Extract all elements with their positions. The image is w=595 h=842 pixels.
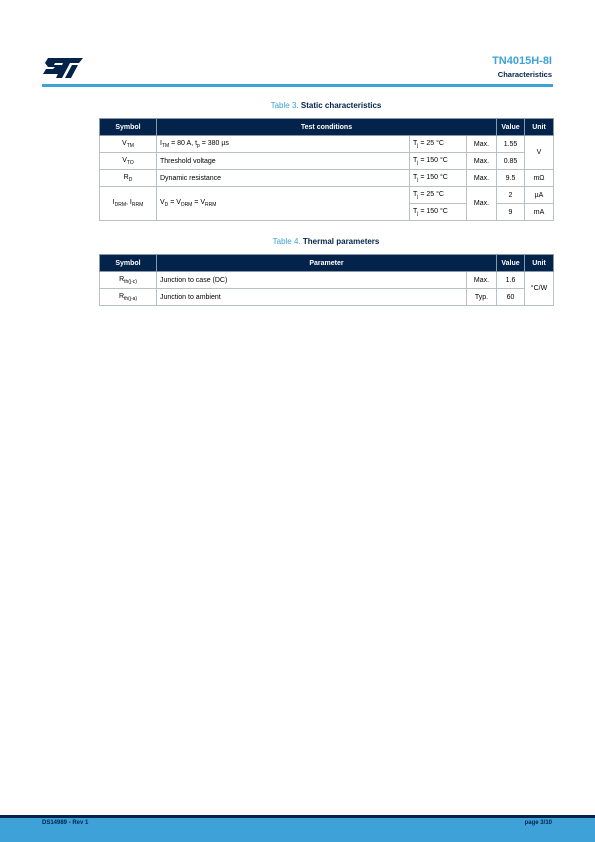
condition-cell: Dynamic resistance <box>157 170 410 187</box>
unit-cell: °C/W <box>525 272 554 306</box>
value-cell: 1.6 <box>497 272 525 289</box>
table-header-row <box>100 119 554 136</box>
unit-cell: µA <box>525 187 554 204</box>
table-row <box>100 187 554 204</box>
symbol-cell: $R_D$ <box>100 170 157 187</box>
st-logo-icon <box>42 57 84 79</box>
condition-cell: $I_{TM} = 80$ A, $t_p = 380$ µs <box>157 136 410 153</box>
header-symbol: Symbol <box>100 119 157 136</box>
table-row <box>100 153 554 170</box>
table-row <box>100 272 554 289</box>
value-cell: 9 <box>497 204 525 221</box>
unit-cell: mA <box>525 204 554 221</box>
unit-cell: mΩ <box>525 170 554 187</box>
symbol-cell: $R_{th(j-a)}$ <box>100 289 157 306</box>
table4-caption-label: Table 4. <box>272 237 301 246</box>
symbol-cell: $R_{th(j-c)}$ <box>100 272 157 289</box>
header-value: Value <box>497 119 525 136</box>
minmax-cell: Max. <box>467 272 497 289</box>
table-header-row <box>100 255 554 272</box>
symbol-cell: $I_{DRM}$, $I_{RRM}$ <box>100 187 157 221</box>
symbol-cell: $V_{TO}$ <box>100 153 157 170</box>
header-unit: Unit <box>525 119 554 136</box>
table-row <box>100 136 554 153</box>
section-title: Characteristics <box>497 70 552 79</box>
header-test-conditions: Test conditions <box>157 119 497 136</box>
table3-caption-title: Static characteristics <box>300 101 382 110</box>
unit-cell: V <box>525 136 554 170</box>
document-revision: DS14989 - Rev 1 <box>42 820 89 826</box>
condition-cell: Threshold voltage <box>157 153 410 170</box>
tj-cell: $T_j = 25$ °C <box>410 136 467 153</box>
page-number: page 3/10 <box>524 820 552 826</box>
parameter-cell: Junction to ambient <box>157 289 467 306</box>
header-symbol: Symbol <box>100 255 157 272</box>
header-parameter: Parameter <box>157 255 497 272</box>
minmax-cell: Max. <box>467 136 497 153</box>
thermal-parameters-table <box>99 254 554 306</box>
tj-cell: $T_j = 150$ °C <box>410 153 467 170</box>
table3-caption <box>99 101 553 110</box>
header-value: Value <box>497 255 525 272</box>
value-cell: 0.85 <box>497 153 525 170</box>
tj-cell: $T_j = 150$ °C <box>410 170 467 187</box>
tj-cell: $T_j = 150$ °C <box>410 204 467 221</box>
table4-caption <box>99 237 553 246</box>
symbol-cell: $V_{TM}$ <box>100 136 157 153</box>
value-cell: 9.5 <box>497 170 525 187</box>
minmax-cell: Max. <box>467 153 497 170</box>
table-row <box>100 289 554 306</box>
value-cell: 2 <box>497 187 525 204</box>
header-rule <box>42 84 553 87</box>
parameter-cell: Junction to case (DC) <box>157 272 467 289</box>
minmax-cell: Max. <box>467 187 497 221</box>
document-title: TN4015H-8I <box>492 55 552 67</box>
value-cell: 1.55 <box>497 136 525 153</box>
static-characteristics-table <box>99 118 554 221</box>
value-cell: 60 <box>497 289 525 306</box>
condition-cell: $V_D = V_{DRM} = V_{RRM}$ <box>157 187 410 221</box>
minmax-cell: Typ. <box>467 289 497 306</box>
footer-band <box>0 818 595 842</box>
table4-caption-title: Thermal parameters <box>302 237 380 246</box>
header-unit: Unit <box>525 255 554 272</box>
table3-caption-label: Table 3. <box>270 101 299 110</box>
tj-cell: $T_j = 25$ °C <box>410 187 467 204</box>
minmax-cell: Max. <box>467 170 497 187</box>
table-row <box>100 170 554 187</box>
